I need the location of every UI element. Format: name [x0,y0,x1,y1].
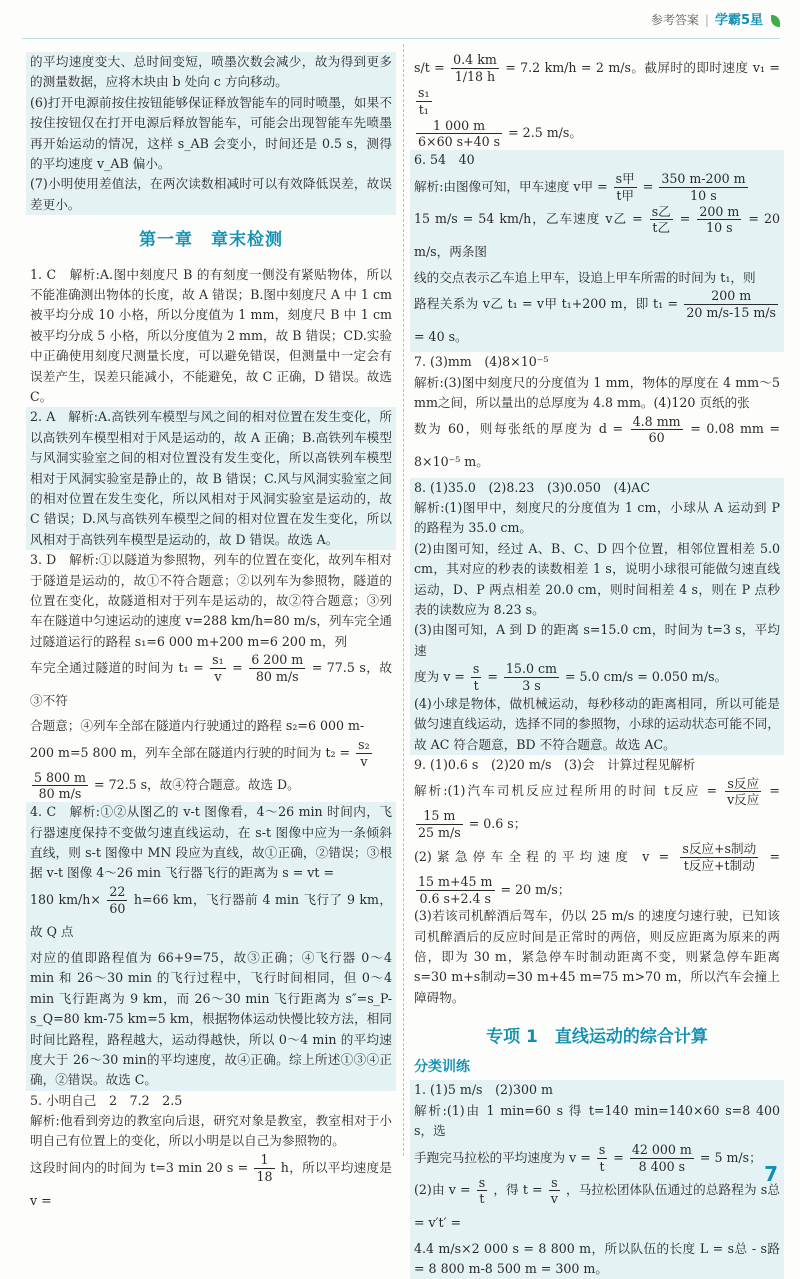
header-label: 参考答案 [650,13,699,28]
fraction: $\frac{1 000 m}{6\times 60 s+40 s}$ [418,117,501,150]
fraction: $\frac{4.8 mm}{60}$ [632,413,681,446]
fraction: $\frac{\text{s反应+s制动}}{\text{t反应+t制动}}$ [682,841,757,873]
leaf-icon [771,15,780,27]
chapter-title: 第一章 章末检测 [139,230,283,251]
intro-paragraph: (7)小明使用差值法，在两次读数相减时可以有效降低误差，故误差更小。 [30,176,392,212]
fraction: $\frac{5 800 m}{80 m/s}$ [34,769,86,802]
brand-logo: 学霸5星 [714,13,763,29]
formula-text: 这段时间内的时间为 t=3 min 20 s = [30,1159,249,1175]
answer-q6-formula [414,288,780,352]
formula-text: = 72.5 s，故④符合题意。故选 D。 [94,777,300,793]
formula-text: = 77.5 s，故③不符 [30,660,392,708]
answer-q3-formula [30,652,392,716]
answer-q8-text: (2)由图可知，经过 A、B、C、D 四个位置，相邻位置相差 5.0 cm，其对应的秒表的读数相差 1 s，说明小球很可能做匀速直线运动，D、P 两点相差 20.0 cm，则时间相差 4 s，则在 P 点秒表的读数应为 8.23 s。 [414,540,780,617]
answer-q3-text: 合题意；④列车全部在隧道内行驶通过的路程 s₂=6 000 m- [30,718,365,734]
right-column [414,52,780,1279]
fraction: $\frac{350 m-200 m}{10 s}$ [661,170,746,203]
intro-block [26,52,396,215]
special-answer-title: 1. (1)5 m/s (2)300 m [414,1082,553,1098]
fraction: $\frac{15.0 cm}{3 s}$ [505,661,557,694]
formula-text: 解析:(1)汽车司机反应过程所用的时间 t反应 = [414,783,717,799]
answer-q6-text: 线的交点表示乙车追上甲车，设追上甲车所需的时间为 t₁，则 [414,269,756,285]
answer-q3-formula [30,737,392,770]
fraction: $\frac{6 200 m}{80 m/s}$ [251,652,304,685]
fraction: $\frac{s}{v}$ [550,1174,558,1207]
fraction: $\frac{200 m}{10 s}$ [699,203,740,236]
answer-q6-title: 6. 54 40 [414,152,475,168]
fraction: $\frac{15 m+45 m}{0.6 s+2.4 s}$ [418,873,493,906]
formula-text: 车完全通过隧道的时间为 t₁ = [30,660,204,676]
fraction: $\frac{22}{60}$ [109,883,126,916]
fraction: $\frac{1}{18}$ [256,1152,273,1184]
answer-q2: 2. A 解析:A.高铁列车模型与风之间的相对位置在发生变化，所以高铁列车模型相对于风是运动的，故 A 正确；B.高铁列车模型与风洞实验室之间的相对位置没有发生变化，所以高铁列车模型相对于风洞实验室是静止的，故 B 错误；C.风与风洞实验室之间的相对位置在发生变化，所以风相对于风洞实验室是运动的，故 C 错误；D.风与高铁列车模型之间的相对位置在发生变化，所以风相对于高铁列车模型是运动的，故 D 错误。故选 A。 [26,407,396,550]
page-header [651,10,780,32]
fraction: $\frac{s}{t}$ [478,1174,486,1207]
fraction: $\frac{0.4 km}{1/18 h}$ [453,52,497,84]
special-answer-formula [414,1174,780,1238]
fraction: $\frac{s}{t}$ [598,1141,606,1174]
formula-text: 路程关系为 v乙 t₁ = v甲 t₁+200 m，即 t₁ = [414,295,679,311]
special-answer-text: 4.4 m/s×2 000 s = 8 800 m，所以队伍的长度 L = s总 - s路 = 8 800 m-8 500 m = 300 m。 [414,1240,780,1276]
answer-q8-text: (3)由图可知，A 到 D 的距离 s=15.0 cm，时间为 t=3 s，平均速 [414,622,780,658]
formula-text: = 40 s。 [414,328,468,344]
answer-q8-text: (4)小球是物体，做机械运动，每秒移动的距离相同，所以可能是做匀速直线运动，选择不同的参照物，小球的运动状态可能不同，故 AC 符合题意，BD 不符合题意。故选 AC。 [414,695,780,752]
fraction: $\frac{200 m}{20 m/s-15 m/s}$ [686,288,776,320]
answer-q8-formula: 度为 v = $\frac{s}{t}$ = $\frac{15.0 cm}{3 s}$ = 5.0 cm/s = 0.050 m/s。 [414,661,728,694]
formula-text: s/t = [414,60,445,75]
formula-text: 0.6 s； [483,816,527,832]
formula-text: = 2.5 m/s。 [508,125,582,141]
formula-text: = [232,660,243,676]
fraction: $\frac{\text{s反应}}{\text{v反应}}$ [727,775,760,808]
answer-q7: 7. (3)mm (4)8×10⁻⁵ [414,354,549,370]
header-rule [22,38,780,39]
formula-text: = 20 m/s，两条图 [414,211,780,260]
fraction: $\frac{\text{s乙}}{\text{t乙}}$ [651,203,671,236]
answer-q8 [410,478,784,755]
answer-q7-text: 解析:(3)图中刻度尺的分度值为 1 mm，物体的厚度在 4 mm～5 mm之间，所以量出的总厚度为 4.8 mm。(4)120 页纸的张 [414,374,780,410]
answer-q5: 5. 小明自己 2 7.2 2.5 [30,1092,183,1108]
answer-q4-formula [30,884,392,948]
formula-text: = 7.2 km/h = 2 m/s。截屏时的即时速度 v₁ = [505,60,780,75]
fraction: $\frac{s}{t}$ [472,661,480,694]
answer-q1: 1. C 解析:A.图中刻度尺 B 的有刻度一侧没有紧贴物体，所以不能准确测出物体的长度，故 A 错误；B.图中刻度尺 A 中 1 cm 被平均分成 10 小格，所以分度值为 1 mm，刻度尺 B 中 1 cm 被平均分成 5 小格，所以分度值为 2 mm，故 B 错误；CD.实验中正确使用刻度尺测量长度，可以避免错误，但测量中一定会有误差产生，误差只能减小，不能避免，故 C 正确，D 错误。故选 C。 [30,266,392,404]
formula-text: 20 m/s； [515,881,571,897]
formula-text: (2)紧急停车全程的平均速度 v = [414,848,670,864]
formula-text: h，所以平均速度是 v = [30,1159,392,1208]
formula-text: 15 m/s = 54 km/h，乙车速度 v乙 = [414,211,643,227]
formula-text: 数为 60，则每张纸的厚度为 d = [414,421,624,437]
special-answer-formula: 手跑完马拉松的平均速度为 v = $\frac{s}{t}$ = $\frac{42 000 m}{8 400 s}$ = 5 m/s； [414,1141,762,1174]
answer-q4-text: 4. C 解析:①②从图乙的 v-t 图像看，4～26 min 时间内，飞行器速度保持不变做匀速直线运动，在 s-t 图像中应为一条倾斜直线，则 s-t 图像中 MN 段应为直线，故①正确，②错误；③根据 v-t 图像 4～26 min 飞行器飞行的距离为 s = vt = [30,804,392,881]
formula-text: ，得 t = [493,1182,543,1198]
left-column [30,52,392,1216]
intro-paragraph: 的平均速度变大、总时间变短，喷墨次数会减少，故为得到更多的测量数据，应将木块由 b 处向 c 方向移动。 [30,54,392,90]
formula-text: 手跑完马拉松的平均速度为 v = [414,1149,591,1165]
answer-q9-formula: (2)紧急停车全程的平均速度 v = $\frac{\text{s反应+s制动}}{\text{t反应+t制动}}$ = $\frac{15 m+45 m}{0.6 s+2.4 s}$ = 20 m/s； [414,841,780,906]
answer-q6-formula: 15 m/s = 54 km/h，乙车速度 v乙 = $\frac{\text{s乙}}{\text{t乙}}$ = $\frac{200 m}{10 s}$ = 20 m/s，两条图 [414,203,780,260]
answer-q5-text: 解析:他看到旁边的教室向后退，研究对象是教室，教室相对于小明自己有位置上的变化，所以小明是以自己为参照物的。 [30,1113,392,1149]
section-subtitle: 分类训练 [414,1058,470,1075]
answer-q9-text: (3)若该司机醉酒后驾车，仍以 25 m/s 的速度匀速行驶，已知该司机醉酒后的反应时间是正常时的两倍，则反应距离为原来的两倍，即为 30 m，紧急停车时制动距离不变，则紧急停车距离 s=30 m+s制动=30 m+45 m=75 m>70 m，所以汽车会撞上障碍物。 [414,908,780,1005]
answer-q5-formula [30,1152,392,1216]
answer-q9: 9. (1)0.6 s (2)20 m/s (3)会 计算过程见解析 [414,756,696,772]
formula-text: 解析:由图像可知，甲车速度 v甲 = [414,178,608,194]
formula-text: 200 m=5 800 m，列车全部在隧道内行驶的时间为 t₂ = [30,744,351,760]
formula-text: = 5 m/s； [699,1149,762,1165]
formula-text: = 0.08 mm = 8×10⁻⁵ m。 [414,421,780,470]
fraction: $\frac{42 000 m}{8 400 s}$ [631,1141,692,1174]
answer-q3: 3. D 解析:①以隧道为参照物，列车的位置在变化，故列车相对于隧道是运动的，故①不符合题意；②以列车为参照物，隧道的位置在变化，故隧道相对于列车是运动的，故②符合题意；③列车在隧道中匀速运动的速度 v=288 km/h=80 m/s，列车完全通过隧道运行的路程 s₁=6 000 m+200 m=6 200 m，列 [30,552,392,649]
answer-q9-formula: 解析:(1)汽车司机反应过程所用的时间 t反应 = $\frac{\text{s反应}}{\text{v反应}}$ = $\frac{15 m}{25 m/s}$ = 0.6 s； [414,775,780,841]
answer-q4 [26,802,396,1091]
answer-q6-formula [414,171,780,204]
fraction: $\frac{\text{s甲}}{\text{t甲}}$ [615,170,635,203]
special-title: 专项 1 直线运动的综合计算 [486,1027,708,1048]
fraction: $\frac{15 m}{25 m/s}$ [418,808,461,841]
answer-q7-formula [414,413,780,477]
q5-continued [414,117,780,150]
formula-text: ，马拉松团体队伍通过的总路程为 s总 = v′t′ = [414,1182,780,1231]
answer-q3-formula [30,769,392,802]
answer-q8-text: 解析:(1)图甲中，刻度尺的分度值为 1 cm，小球从 A 运动到 P 的路程为 35.0 cm。 [414,499,780,536]
column-divider [403,44,404,1156]
formula-text: 180 km/h× [30,891,101,907]
formula-text: = [642,178,654,194]
answer-q4-text: 对应的值即路程值为 66+9=75，故③正确；④飞行器 0～4 min 和 26～30 min 的飞行过程中，飞行时间相同，但 0～4 min 飞行距离为 9 km，而 26～30 min 飞行距离为 s″=s_P-s_Q=80 km-75 km=5 km，根据物体运动快慢比较方法，相同时间比路程，路程越大，运动得越快，所以 0～4 min 的平均速度大于 26～30 min的平均速度，故④正确。综上所述①③④正确，②错误。故选 C。 [30,949,392,1088]
fraction: $\frac{\text{s₂}}{v}$ [358,736,370,769]
intro-paragraph: (6)打开电源前按住按钮能够保证释放智能车的同时喷墨，如果不按住按钮仅在打开电源后释放智能车，可能会出现智能车先喷墨再开始运动的情况，这样 s_AB 会变小，时间还是 0.5 s，测得的平均速度 v_AB 偏小。 [30,94,392,171]
answer-q8-title: 8. (1)35.0 (2)8.23 (3)0.050 (4)AC [414,479,651,495]
fraction: $\frac{\text{s₁}}{v}$ [212,652,224,685]
special-answer-text: 解析:(1)由 1 min=60 s 得 t=140 min=140×60 s=8 400 s，选 [414,1102,780,1139]
fraction: $\frac{\text{s₁}}{\text{t₁}}$ [418,85,430,117]
q5-continued [414,52,780,117]
formula-text: 度为 v = [414,669,465,685]
formula-text: (2)由 v = [414,1182,471,1198]
page-number: 7 [764,1161,778,1186]
answer-q6 [410,150,784,352]
formula-text: h=66 km，飞行器前 4 min 飞行了 9 km，故 Q 点 [30,891,392,940]
special-answer-1 [410,1080,784,1279]
formula-text: = 5.0 cm/s = 0.050 m/s。 [564,669,728,685]
header-separator: | [704,13,709,28]
